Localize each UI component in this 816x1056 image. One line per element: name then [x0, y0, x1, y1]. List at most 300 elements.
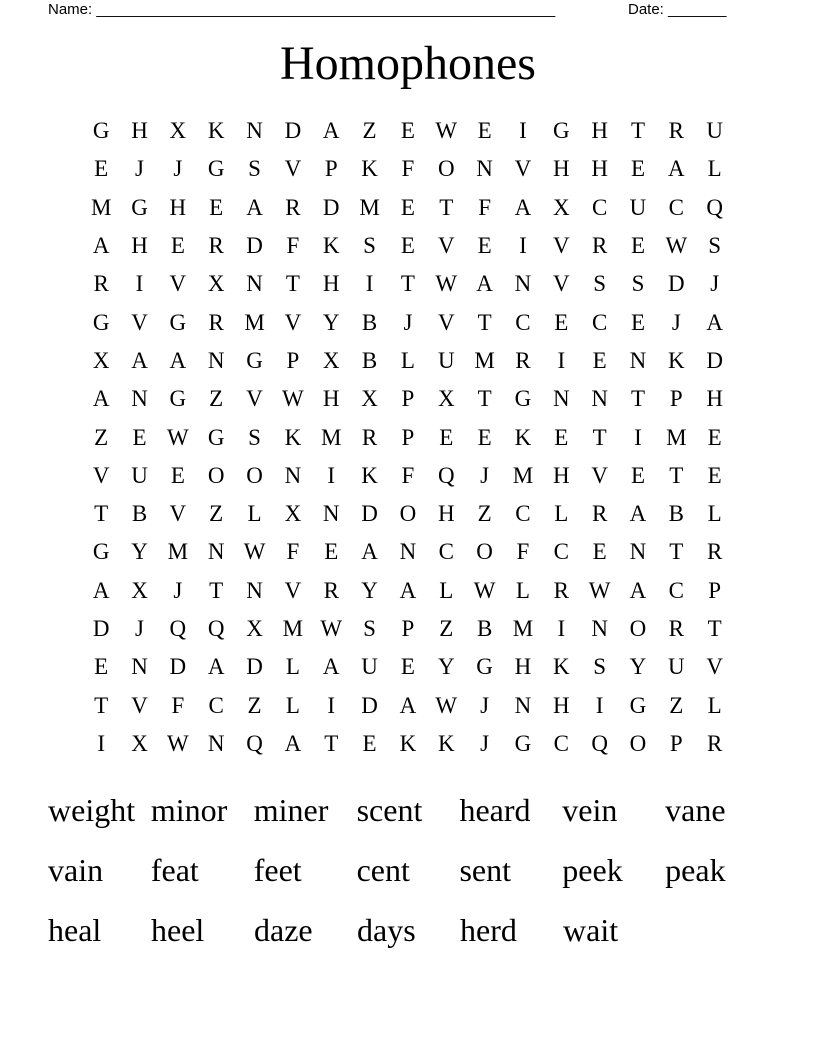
grid-letter: N: [246, 577, 263, 603]
word-bank-word: miner: [253, 792, 329, 828]
grid-letter: E: [400, 194, 415, 220]
grid-letter: G: [92, 309, 110, 335]
grid-letter: Q: [207, 616, 225, 641]
grid-letter: X: [361, 386, 378, 412]
grid-letter: X: [246, 616, 263, 641]
grid-letter: A: [92, 386, 110, 412]
grid-letter: E: [400, 233, 415, 259]
grid-letter: Z: [669, 692, 684, 718]
grid-letter: J: [480, 730, 490, 756]
grid-letter: M: [90, 194, 112, 220]
word-bank-word: heel: [151, 912, 205, 948]
grid-letter: E: [477, 233, 492, 259]
grid-letter: T: [439, 194, 454, 220]
grid-letter: F: [478, 194, 491, 220]
grid-letter: I: [557, 616, 566, 641]
word-search-grid: [82, 112, 734, 763]
grid-letter: G: [169, 386, 187, 412]
grid-letter: I: [634, 424, 642, 450]
grid-letter: K: [552, 654, 570, 680]
grid-letter: U: [131, 462, 148, 488]
grid-letter: N: [552, 386, 570, 412]
grid-letter: N: [591, 616, 608, 641]
page-title: Homophones: [280, 37, 536, 90]
word-bank-word: scent: [356, 792, 423, 828]
grid-letter: E: [94, 156, 109, 182]
grid-letter: V: [552, 233, 570, 259]
grid-letter: U: [706, 118, 723, 144]
grid-letter: E: [439, 424, 454, 450]
grid-letter: P: [401, 386, 415, 412]
grid-letter: S: [248, 156, 261, 182]
grid-letter: B: [668, 501, 684, 527]
grid-letter: E: [630, 462, 646, 488]
grid-letter: D: [246, 233, 263, 259]
grid-letter: X: [131, 577, 148, 603]
grid-letter: A: [629, 501, 647, 527]
grid-letter: L: [554, 501, 569, 527]
grid-letter: X: [131, 730, 148, 756]
grid-letter: Q: [437, 462, 455, 488]
grid-letter: V: [284, 577, 302, 603]
grid-letter: G: [552, 118, 570, 144]
grid-letter: J: [480, 692, 490, 718]
grid-letter: N: [514, 692, 532, 718]
grid-letter: R: [93, 271, 109, 297]
grid-row: [82, 648, 734, 686]
word-bank-word: sent: [459, 852, 511, 888]
grid-letter: R: [668, 118, 684, 144]
date-blank: _______: [668, 1, 727, 18]
grid-letter: E: [477, 424, 492, 450]
grid-letter: V: [706, 654, 723, 680]
grid-letter: Y: [437, 654, 455, 680]
grid-letter: A: [322, 118, 340, 144]
grid-letter: M: [167, 539, 189, 565]
grid-letter: S: [593, 271, 607, 297]
grid-letter: W: [320, 616, 343, 641]
grid-letter: O: [207, 462, 225, 488]
grid-letter: T: [94, 501, 109, 527]
grid-letter: L: [439, 577, 454, 603]
grid-letter: A: [246, 194, 263, 220]
grid-letter: A: [399, 577, 417, 603]
grid-letter: Q: [169, 616, 187, 641]
grid-letter: N: [207, 730, 225, 756]
grid-letter: V: [131, 692, 148, 718]
word-bank-word: vane: [665, 792, 726, 828]
grid-letter: I: [557, 347, 566, 373]
grid-letter: N: [284, 462, 302, 488]
grid-letter: D: [284, 118, 302, 144]
grid-letter: D: [706, 347, 723, 373]
grid-letter: K: [668, 347, 685, 373]
grid-letter: R: [707, 539, 723, 565]
grid-letter: E: [209, 194, 224, 220]
grid-letter: W: [167, 424, 189, 450]
grid-letter: P: [669, 386, 683, 412]
grid-letter: E: [324, 539, 339, 565]
grid-letter: H: [706, 386, 723, 412]
word-bank-word: cent: [356, 852, 410, 888]
grid-letter: E: [592, 539, 607, 565]
grid-letter: C: [208, 692, 224, 718]
grid-letter: N: [476, 156, 493, 182]
grid-letter: R: [591, 233, 608, 259]
grid-letter: L: [285, 654, 300, 680]
grid-letter: D: [92, 616, 110, 641]
grid-letter: A: [668, 156, 685, 182]
grid-letter: I: [519, 118, 527, 144]
grid-row: [82, 189, 734, 227]
grid-letter: G: [629, 692, 647, 718]
grid-letter: P: [708, 577, 722, 603]
grid-letter: N: [246, 118, 263, 144]
grid-letter: J: [173, 156, 183, 182]
grid-letter: G: [476, 654, 493, 680]
grid-letter: L: [400, 347, 415, 373]
grid-letter: Z: [247, 692, 262, 718]
grid-letter: G: [514, 386, 532, 412]
grid-row: [82, 572, 734, 610]
word-bank-word: weight: [48, 792, 136, 828]
word-bank-word: heal: [48, 912, 102, 948]
grid-letter: G: [207, 156, 225, 182]
grid-letter: E: [94, 654, 109, 680]
grid-letter: N: [629, 347, 647, 373]
word-bank-word: peek: [562, 852, 623, 888]
grid-letter: J: [480, 462, 490, 488]
grid-letter: E: [592, 347, 607, 373]
grid-letter: H: [131, 118, 148, 144]
grid-letter: F: [401, 462, 415, 488]
grid-letter: G: [514, 730, 532, 756]
name-field-line: [48, 0, 555, 20]
grid-letter: G: [92, 539, 110, 565]
grid-letter: X: [552, 194, 570, 220]
grid-letter: A: [169, 347, 187, 373]
grid-letter: K: [361, 156, 378, 182]
grid-letter: W: [665, 233, 688, 259]
grid-letter: W: [243, 539, 266, 565]
grid-letter: E: [630, 309, 646, 335]
grid-letter: R: [208, 233, 224, 259]
grid-letter: T: [94, 692, 109, 718]
grid-letter: X: [92, 347, 110, 373]
word-bank-word: heard: [459, 792, 531, 828]
grid-letter: D: [668, 271, 685, 297]
grid-letter: G: [131, 194, 148, 220]
grid-letter: B: [361, 347, 378, 373]
grid-letter: B: [361, 309, 378, 335]
grid-letter: J: [710, 271, 720, 297]
grid-letter: H: [514, 654, 532, 680]
grid-letter: D: [322, 194, 340, 220]
grid-letter: B: [131, 501, 148, 527]
grid-letter: L: [707, 156, 722, 182]
grid-letter: R: [707, 730, 723, 756]
grid-letter: N: [591, 386, 608, 412]
grid-letter: A: [92, 233, 110, 259]
grid-letter: T: [400, 271, 415, 297]
grid-letter: I: [327, 692, 336, 718]
grid-letter: M: [512, 616, 534, 641]
grid-letter: T: [209, 577, 224, 603]
grid-letter: U: [361, 654, 378, 680]
grid-row: [82, 227, 734, 265]
grid-letter: J: [403, 309, 413, 335]
grid-letter: Z: [209, 501, 224, 527]
word-bank-word: feat: [150, 852, 199, 888]
grid-letter: A: [706, 309, 723, 335]
word-bank-word: feet: [253, 852, 302, 888]
grid-letter: T: [324, 730, 339, 756]
grid-letter: N: [246, 271, 263, 297]
grid-letter: F: [516, 539, 530, 565]
grid-letter: N: [514, 271, 532, 297]
grid-letter: Y: [131, 539, 148, 565]
grid-letter: C: [553, 539, 569, 565]
grid-letter: T: [592, 424, 607, 450]
grid-letter: U: [629, 194, 647, 220]
date-field-line: [628, 0, 726, 20]
grid-letter: R: [553, 577, 569, 603]
word-bank-word: vein: [562, 792, 618, 828]
grid-letter: Z: [477, 501, 492, 527]
grid-letter: A: [514, 194, 532, 220]
grid-letter: S: [248, 424, 261, 450]
grid-letter: R: [208, 309, 224, 335]
grid-letter: Y: [629, 654, 647, 680]
grid-letter: W: [282, 386, 304, 412]
grid-letter: R: [591, 501, 608, 527]
grid-letter: E: [554, 424, 569, 450]
name-blank: _______________________________________________________: [96, 1, 556, 18]
grid-letter: R: [515, 347, 531, 373]
grid-letter: C: [553, 730, 569, 756]
grid-row: [82, 380, 734, 418]
grid-letter: R: [668, 616, 684, 641]
grid-letter: W: [473, 577, 496, 603]
grid-letter: H: [131, 233, 148, 259]
grid-letter: Q: [706, 194, 723, 220]
grid-letter: U: [668, 654, 685, 680]
grid-letter: V: [284, 309, 302, 335]
grid-letter: V: [284, 156, 302, 182]
grid-letter: M: [666, 424, 687, 450]
grid-letter: K: [399, 730, 417, 756]
grid-letter: K: [207, 118, 225, 144]
grid-letter: H: [591, 156, 608, 182]
grid-letter: J: [671, 309, 681, 335]
grid-letter: S: [631, 271, 645, 297]
grid-letter: M: [512, 462, 534, 488]
grid-letter: X: [207, 271, 225, 297]
grid-letter: E: [132, 424, 147, 450]
word-bank: [48, 780, 768, 960]
grid-letter: U: [437, 347, 455, 373]
grid-letter: K: [437, 730, 455, 756]
grid-letter: J: [173, 577, 183, 603]
grid-letter: A: [284, 730, 302, 756]
grid-letter: S: [363, 616, 376, 641]
grid-row: [82, 303, 734, 341]
grid-letter: L: [285, 692, 300, 718]
word-bank-word: vain: [48, 852, 104, 888]
grid-letter: J: [135, 616, 144, 641]
grid-letter: K: [284, 424, 302, 450]
grid-letter: H: [552, 156, 570, 182]
grid-letter: E: [477, 118, 492, 144]
grid-letter: S: [593, 654, 607, 680]
grid-letter: Z: [209, 386, 224, 412]
grid-letter: N: [207, 539, 225, 565]
grid-letter: A: [361, 539, 378, 565]
grid-letter: C: [515, 309, 531, 335]
grid-letter: G: [207, 424, 225, 450]
grid-letter: O: [629, 730, 647, 756]
grid-letter: W: [435, 271, 458, 297]
grid-letter: W: [435, 692, 458, 718]
grid-letter: O: [437, 156, 455, 182]
grid-row: [82, 457, 734, 495]
grid-letter: A: [322, 654, 340, 680]
grid-letter: Q: [591, 730, 608, 756]
grid-letter: E: [400, 118, 415, 144]
grid-letter: Y: [361, 577, 378, 603]
grid-row: [82, 610, 734, 648]
grid-letter: N: [629, 539, 647, 565]
grid-letter: I: [97, 730, 105, 756]
grid-letter: V: [437, 309, 455, 335]
grid-letter: T: [669, 462, 684, 488]
grid-letter: E: [362, 730, 377, 756]
grid-letter: Z: [439, 616, 454, 641]
grid-letter: W: [435, 118, 458, 144]
word-bank-row: [48, 900, 768, 960]
grid-letter: S: [363, 233, 376, 259]
grid-letter: H: [169, 194, 187, 220]
grid-letter: X: [322, 347, 340, 373]
grid-letter: P: [401, 616, 415, 641]
grid-letter: C: [438, 539, 454, 565]
grid-letter: X: [284, 501, 302, 527]
grid-letter: X: [437, 386, 455, 412]
grid-letter: F: [286, 539, 300, 565]
grid-letter: C: [591, 194, 608, 220]
grid-letter: I: [327, 462, 336, 488]
grid-letter: D: [169, 654, 187, 680]
grid-row: [82, 150, 734, 188]
grid-letter: O: [246, 462, 263, 488]
date-label: Date:: [628, 1, 664, 18]
word-bank-row: [48, 840, 768, 900]
grid-letter: R: [361, 424, 378, 450]
grid-letter: S: [708, 233, 722, 259]
grid-letter: A: [476, 271, 493, 297]
name-label: Name:: [48, 1, 93, 18]
grid-letter: Q: [246, 730, 263, 756]
grid-row: [82, 686, 734, 724]
grid-row: [82, 533, 734, 571]
word-bank-word: daze: [254, 912, 313, 948]
grid-letter: D: [361, 501, 378, 527]
grid-letter: T: [285, 271, 300, 297]
grid-letter: F: [171, 692, 185, 718]
grid-letter: F: [401, 156, 415, 182]
grid-letter: T: [477, 309, 492, 335]
grid-letter: L: [707, 501, 722, 527]
grid-letter: T: [630, 118, 646, 144]
grid-letter: Y: [322, 309, 340, 335]
grid-letter: K: [322, 233, 340, 259]
grid-letter: I: [135, 271, 144, 297]
grid-letter: C: [668, 194, 684, 220]
grid-letter: M: [244, 309, 265, 335]
grid-letter: E: [400, 654, 415, 680]
grid-letter: P: [324, 156, 338, 182]
grid-letter: D: [246, 654, 263, 680]
grid-letter: E: [170, 462, 185, 488]
grid-letter: C: [515, 501, 531, 527]
grid-letter: N: [322, 501, 340, 527]
grid-letter: E: [170, 233, 185, 259]
grid-letter: E: [554, 309, 569, 335]
grid-row: [82, 725, 734, 763]
word-bank-word: wait: [563, 912, 619, 948]
grid-letter: V: [591, 462, 608, 488]
grid-letter: V: [169, 271, 187, 297]
grid-letter: O: [399, 501, 417, 527]
grid-letter: E: [630, 156, 646, 182]
grid-letter: I: [519, 233, 527, 259]
grid-letter: Z: [94, 424, 109, 450]
grid-row: [82, 112, 734, 150]
grid-letter: A: [92, 577, 110, 603]
word-bank-word: herd: [460, 912, 517, 948]
grid-letter: N: [131, 654, 148, 680]
grid-letter: T: [707, 616, 722, 641]
grid-letter: Z: [362, 118, 377, 144]
grid-letter: H: [552, 462, 570, 488]
grid-letter: G: [169, 309, 187, 335]
grid-letter: T: [669, 539, 684, 565]
grid-letter: N: [399, 539, 417, 565]
grid-letter: H: [552, 692, 570, 718]
grid-letter: L: [515, 577, 530, 603]
grid-letter: E: [630, 233, 646, 259]
grid-letter: M: [282, 616, 304, 641]
grid-letter: O: [629, 616, 647, 641]
grid-letter: V: [92, 462, 110, 488]
grid-letter: D: [361, 692, 378, 718]
grid-row: [82, 418, 734, 456]
grid-letter: V: [131, 309, 148, 335]
grid-letter: V: [246, 386, 263, 412]
grid-letter: K: [361, 462, 378, 488]
grid-letter: R: [323, 577, 339, 603]
grid-letter: B: [476, 616, 493, 641]
grid-letter: R: [285, 194, 301, 220]
grid-row: [82, 495, 734, 533]
grid-letter: I: [595, 692, 604, 718]
grid-letter: T: [630, 386, 646, 412]
grid-letter: F: [286, 233, 300, 259]
grid-letter: O: [476, 539, 493, 565]
grid-letter: P: [669, 730, 683, 756]
grid-letter: K: [514, 424, 532, 450]
grid-letter: P: [401, 424, 415, 450]
